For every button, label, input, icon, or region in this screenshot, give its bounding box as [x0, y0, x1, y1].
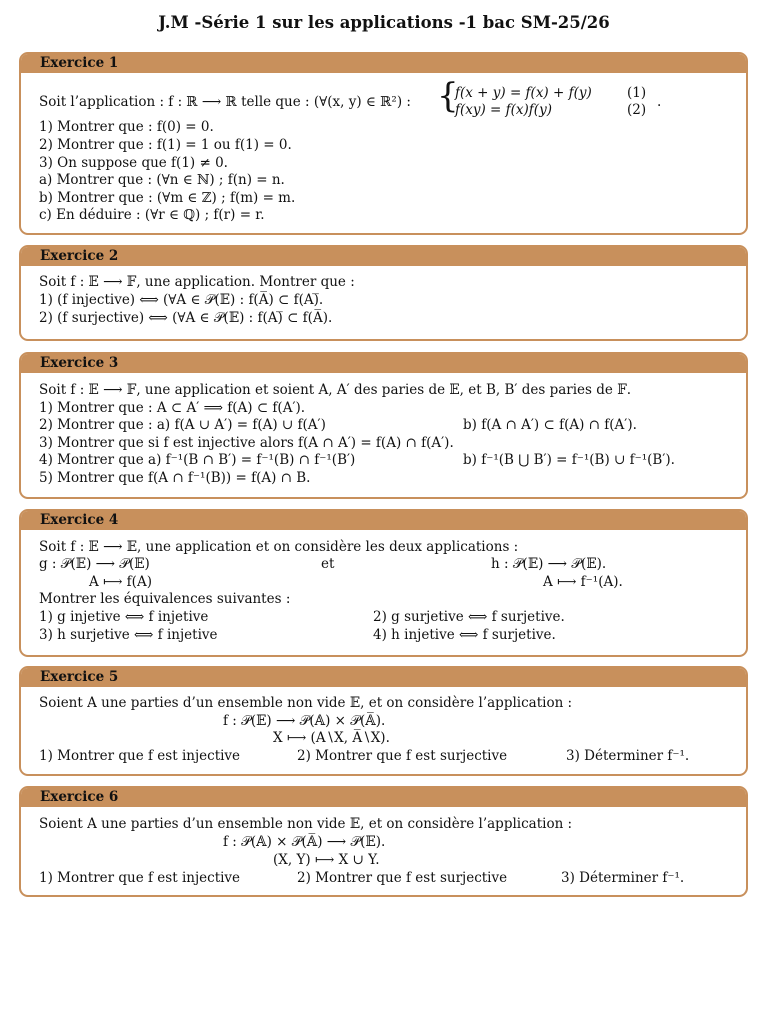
ex6-question: 3) Déterminer f⁻¹.	[561, 870, 685, 886]
ex1-system-eq2: f(xy) = f(x)f(y)	[455, 102, 552, 118]
exercise-5	[19, 666, 748, 776]
page-title: J.M -Série 1 sur les applications -1 bac SM-25/26	[158, 13, 610, 32]
ex1-question: a) Montrer que : (∀n ∈ ℕ) ; f(n) = n.	[39, 172, 285, 188]
ex2-line: 2) (f surjective) ⟺ (∀A ∈ 𝒫(𝔼) : f(A)̅ ⊂ f(A̅).	[39, 310, 333, 326]
ex1-system-eq2-number: (2)	[627, 102, 647, 118]
ex2-line: Soit f : 𝔼 ⟶ 𝔽, une application. Montrer que :	[39, 274, 355, 290]
exercise-5-header: Exercice 5	[21, 668, 746, 687]
ex5-map-rule: X ⟼ (A∖X, A̅∖X).	[273, 730, 390, 746]
ex3-line: b) f⁻¹(B ⋃ B′) = f⁻¹(B) ∪ f⁻¹(B′).	[463, 452, 675, 468]
exercise-2-header: Exercice 2	[21, 247, 746, 266]
ex6-map: f : 𝒫(𝔸) × 𝒫(𝔸̅) ⟶ 𝒫(𝔼).	[223, 834, 386, 850]
ex5-map: f : 𝒫(𝔼) ⟶ 𝒫(𝔸) × 𝒫(𝔸̅).	[223, 713, 386, 729]
ex4-line: 4) h injetive ⟺ f surjetive.	[373, 627, 556, 643]
ex1-question: 2) Montrer que : f(1) = 1 ou f(1) = 0.	[39, 137, 292, 153]
ex1-intro: Soit l’application : f : ℝ ⟶ ℝ telle que : (∀(x, y) ∈ ℝ²) :	[39, 94, 411, 110]
ex1-question: 3) On suppose que f(1) ≠ 0.	[39, 155, 228, 171]
exercise-6	[19, 786, 748, 897]
exercise-3-header: Exercice 3	[21, 354, 746, 373]
ex1-system-eq1-number: (1)	[627, 85, 647, 101]
ex4-line: Soit f : 𝔼 ⟶ 𝔼, une application et on considère les deux applications :	[39, 539, 519, 555]
exercise-6-header: Exercice 6	[21, 788, 746, 807]
ex4-map-h: h : 𝒫(𝔼) ⟶ 𝒫(𝔼).	[491, 556, 607, 572]
exercise-1-header: Exercice 1	[21, 54, 746, 73]
ex3-line: 5) Montrer que f(A ∩ f⁻¹(B)) = f(A) ∩ B.	[39, 470, 311, 486]
ex4-map-g: g : 𝒫(𝔼) ⟶ 𝒫(𝔼)	[39, 556, 150, 572]
exercise-1	[19, 52, 748, 235]
ex6-question: 1) Montrer que f est injective	[39, 870, 241, 886]
ex3-line: Soit f : 𝔼 ⟶ 𝔽, une application et soient A, A′ des paries de 𝔼, et B, B′ des paries de 𝔽.	[39, 382, 632, 398]
ex3-line: 3) Montrer que si f est injective alors f(A ∩ A′) = f(A) ∩ f(A′).	[39, 435, 454, 451]
system-brace: {	[437, 76, 459, 116]
ex3-line: 4) Montrer que a) f⁻¹(B ∩ B′) = f⁻¹(B) ∩ f⁻¹(B′)	[39, 452, 356, 468]
ex4-map-g-rule: A ⟼ f(A)	[89, 574, 152, 590]
ex2-line: 1) (f injective) ⟺ (∀A ∈ 𝒫(𝔼) : f(A̅) ⊂ f(A)̅.	[39, 292, 324, 308]
ex4-map-h-rule: A ⟼ f⁻¹(A).	[543, 574, 623, 590]
ex4-line: 3) h surjetive ⟺ f injetive	[39, 627, 218, 643]
ex1-question: 1) Montrer que : f(0) = 0.	[39, 119, 214, 135]
ex3-line: 2) Montrer que : a) f(A ∪ A′) = f(A) ∪ f(A′)	[39, 417, 326, 433]
ex3-line: b) f(A ∩ A′) ⊂ f(A) ∩ f(A′).	[463, 417, 637, 433]
ex6-map-rule: (X, Y) ⟼ X ∪ Y.	[273, 852, 380, 868]
ex5-question: 1) Montrer que f est injective	[39, 748, 241, 764]
ex4-line: 2) g surjetive ⟺ f surjetive.	[373, 609, 565, 625]
ex5-question: 2) Montrer que f est surjective	[297, 748, 508, 764]
ex1-system-end: .	[657, 94, 662, 110]
ex4-and: et	[321, 556, 335, 572]
ex4-line: Montrer les équivalences suivantes :	[39, 591, 291, 607]
exercise-4-header: Exercice 4	[21, 511, 746, 530]
ex4-line: 1) g injetive ⟺ f injetive	[39, 609, 209, 625]
ex6-line: Soient A une parties d’un ensemble non vide 𝔼, et on considère l’application :	[39, 816, 573, 832]
exercise-2	[19, 245, 748, 341]
exercise-4	[19, 509, 748, 657]
ex1-question: b) Montrer que : (∀m ∈ ℤ) ; f(m) = m.	[39, 190, 296, 206]
ex5-line: Soient A une parties d’un ensemble non vide 𝔼, et on considère l’application :	[39, 695, 573, 711]
ex6-question: 2) Montrer que f est surjective	[297, 870, 508, 886]
ex1-question: c) En déduire : (∀r ∈ ℚ) ; f(r) = r.	[39, 207, 265, 223]
ex5-question: 3) Déterminer f⁻¹.	[566, 748, 690, 764]
ex3-line: 1) Montrer que : A ⊂ A′ ⟹ f(A) ⊂ f(A′).	[39, 400, 306, 416]
exercise-3	[19, 352, 748, 499]
ex1-system-eq1: f(x + y) = f(x) + f(y)	[455, 85, 592, 101]
